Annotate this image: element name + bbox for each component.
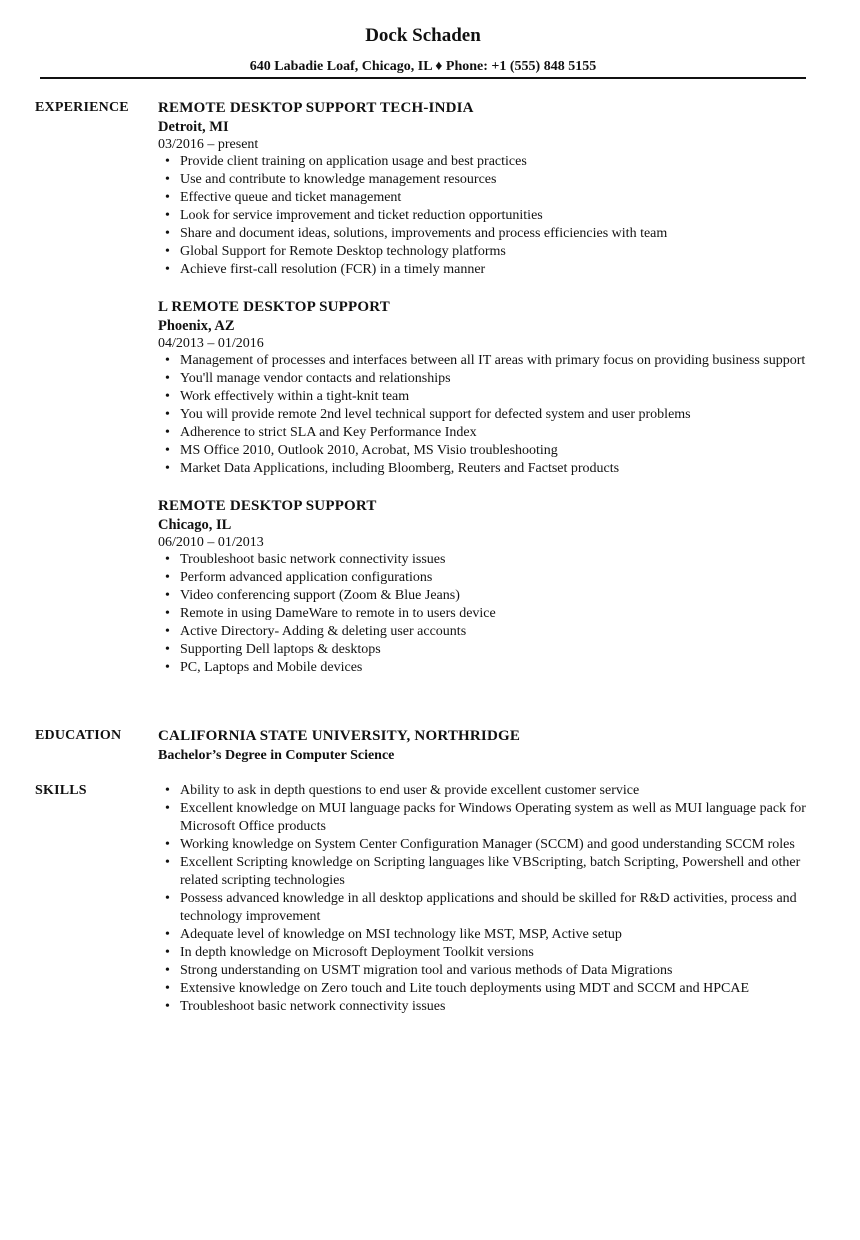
list-item: • Work effectively within a tight-knit team	[180, 388, 808, 406]
list-item: • Supporting Dell laptops & desktops	[180, 641, 808, 659]
list-item: • You will provide remote 2nd level technical support for defected system and user problems	[180, 406, 808, 424]
education-body	[158, 727, 808, 765]
list-item: • Possess advanced knowledge in all desktop applications and should be skilled for R&D activities, process and technology improvement	[180, 890, 808, 926]
list-item: • Global Support for Remote Desktop technology platforms	[180, 243, 808, 261]
list-item: • Adherence to strict SLA and Key Performance Index	[180, 424, 808, 442]
list-item: • PC, Laptops and Mobile devices	[180, 659, 808, 677]
header-divider	[40, 77, 806, 79]
list-item: • Working knowledge on System Center Configuration Manager (SCCM) and good understanding SCCM roles	[180, 836, 808, 854]
list-item: • Extensive knowledge on Zero touch and Lite touch deployments using MDT and SCCM and HPCAE	[180, 980, 808, 998]
list-item: • You'll manage vendor contacts and relationships	[180, 370, 808, 388]
job-entry	[158, 99, 808, 279]
section-label-education: EDUCATION	[35, 728, 122, 743]
list-item: • Adequate level of knowledge on MSI technology like MST, MSP, Active setup	[180, 926, 808, 944]
list-item: • Effective queue and ticket management	[180, 189, 808, 207]
degree: Bachelor’s Degree in Computer Science	[158, 748, 395, 763]
job-dates: 06/2010 – 01/2013	[158, 535, 264, 550]
job-entry	[158, 497, 808, 677]
list-item: • Strong understanding on USMT migration tool and various methods of Data Migrations	[180, 962, 808, 980]
list-item: • Share and document ideas, solutions, improvements and process efficiencies with team	[180, 225, 808, 243]
job-location: Detroit, MI	[158, 119, 229, 135]
job-title: REMOTE DESKTOP SUPPORT TECH-INDIA	[158, 100, 474, 116]
skills-body	[158, 782, 808, 1016]
school-name: CALIFORNIA STATE UNIVERSITY, NORTHRIDGE	[158, 728, 521, 744]
job-bullets	[158, 352, 808, 478]
resume-header	[40, 24, 806, 76]
job-bullets	[158, 153, 808, 279]
list-item: • Troubleshoot basic network connectivity issues	[180, 551, 808, 569]
job-bullets	[158, 551, 808, 677]
job-location: Phoenix, AZ	[158, 318, 235, 334]
job-entry	[158, 298, 808, 478]
list-item: • Troubleshoot basic network connectivity issues	[180, 998, 808, 1016]
list-item: • Active Directory- Adding & deleting user accounts	[180, 623, 808, 641]
skills-list	[158, 782, 808, 1016]
contact-line: 640 Labadie Loaf, Chicago, IL ♦ Phone: +1 (555) 848 5155	[249, 59, 597, 74]
list-item: • Excellent knowledge on MUI language packs for Windows Operating system as well as MUI language pack for Microsoft Office products	[180, 800, 808, 836]
list-item: • Perform advanced application configurations	[180, 569, 808, 587]
list-item: • Management of processes and interfaces between all IT areas with primary focus on providing business support	[180, 352, 808, 370]
candidate-name: Dock Schaden	[365, 25, 481, 46]
list-item: • Video conferencing support (Zoom & Blue Jeans)	[180, 587, 808, 605]
list-item: • Market Data Applications, including Bloomberg, Reuters and Factset products	[180, 460, 808, 478]
job-location: Chicago, IL	[158, 517, 232, 533]
experience-list	[158, 99, 808, 696]
list-item: • Ability to ask in depth questions to end user & provide excellent customer service	[180, 782, 808, 800]
list-item: • Achieve first-call resolution (FCR) in a timely manner	[180, 261, 808, 279]
section-label-experience: EXPERIENCE	[35, 100, 129, 115]
job-title: REMOTE DESKTOP SUPPORT	[158, 498, 377, 514]
list-item: • MS Office 2010, Outlook 2010, Acrobat, MS Visio troubleshooting	[180, 442, 808, 460]
list-item: • Use and contribute to knowledge management resources	[180, 171, 808, 189]
list-item: • In depth knowledge on Microsoft Deployment Toolkit versions	[180, 944, 808, 962]
job-dates: 03/2016 – present	[158, 137, 259, 152]
list-item: • Provide client training on application usage and best practices	[180, 153, 808, 171]
job-title: L REMOTE DESKTOP SUPPORT	[158, 299, 390, 315]
section-label-skills: SKILLS	[35, 783, 87, 798]
list-item: • Excellent Scripting knowledge on Scripting languages like VBScripting, batch Scripting, Powershell and other related scripting technologies	[180, 854, 808, 890]
list-item: • Remote in using DameWare to remote in to users device	[180, 605, 808, 623]
list-item: • Look for service improvement and ticket reduction opportunities	[180, 207, 808, 225]
job-dates: 04/2013 – 01/2016	[158, 336, 264, 351]
